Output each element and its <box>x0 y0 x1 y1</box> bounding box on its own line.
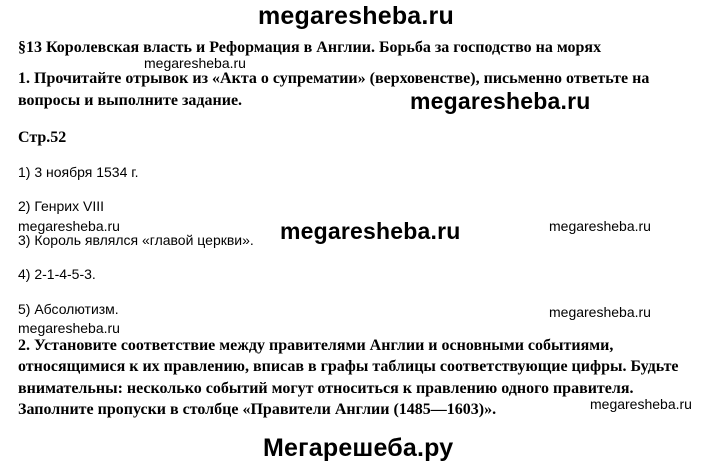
task1-line2: вопросы и выполните задание. <box>18 92 243 109</box>
answer-2: 2) Генрих VIII <box>18 198 105 214</box>
watermark-small-right-2: megaresheba.ru <box>549 304 651 320</box>
watermark-small-1: megaresheba.ru <box>144 55 246 71</box>
task1-line1: 1. Прочитайте отрывок из «Акта о супрематии» (верховенстве), письменно ответьте на <box>18 70 650 87</box>
task2-line4: Заполните пропуски в столбце «Правители Англии (1485—1603)». <box>18 401 497 418</box>
answer-5: 5) Абсолютизм. <box>18 301 119 317</box>
watermark-top: megaresheba.ru <box>258 2 454 30</box>
task2-line1: 2. Установите соответствие между правителями Англии и основными событиями, <box>18 337 614 354</box>
answer-3: 3) Король являлся «главой церкви». <box>18 232 254 248</box>
answer-4: 4) 2-1-4-5-3. <box>18 266 96 282</box>
watermark-small-3: megaresheba.ru <box>18 320 120 336</box>
watermark-bottom: Мегарешеба.ру <box>263 434 454 462</box>
answer-1: 1) 3 ноября 1534 г. <box>18 164 139 180</box>
section-title: §13 Королевская власть и Реформация в Англии. Борьба за господство на морях <box>18 39 602 56</box>
watermark-small-right-3: megaresheba.ru <box>590 396 692 412</box>
task2-line3: внимательны: несколько событий могут относиться к правлению одного правителя. <box>18 380 634 397</box>
watermark-mid-right: megaresheba.ru <box>410 88 591 114</box>
watermark-small-right-1: megaresheba.ru <box>549 218 651 234</box>
page-label: Стр.52 <box>18 129 67 146</box>
task2-line2: относящимися к их правлению, вписав в графы таблицы соответствующие цифры. Будьте <box>18 358 679 375</box>
watermark-center: megaresheba.ru <box>280 218 461 244</box>
watermark-small-2: megaresheba.ru <box>18 218 120 234</box>
